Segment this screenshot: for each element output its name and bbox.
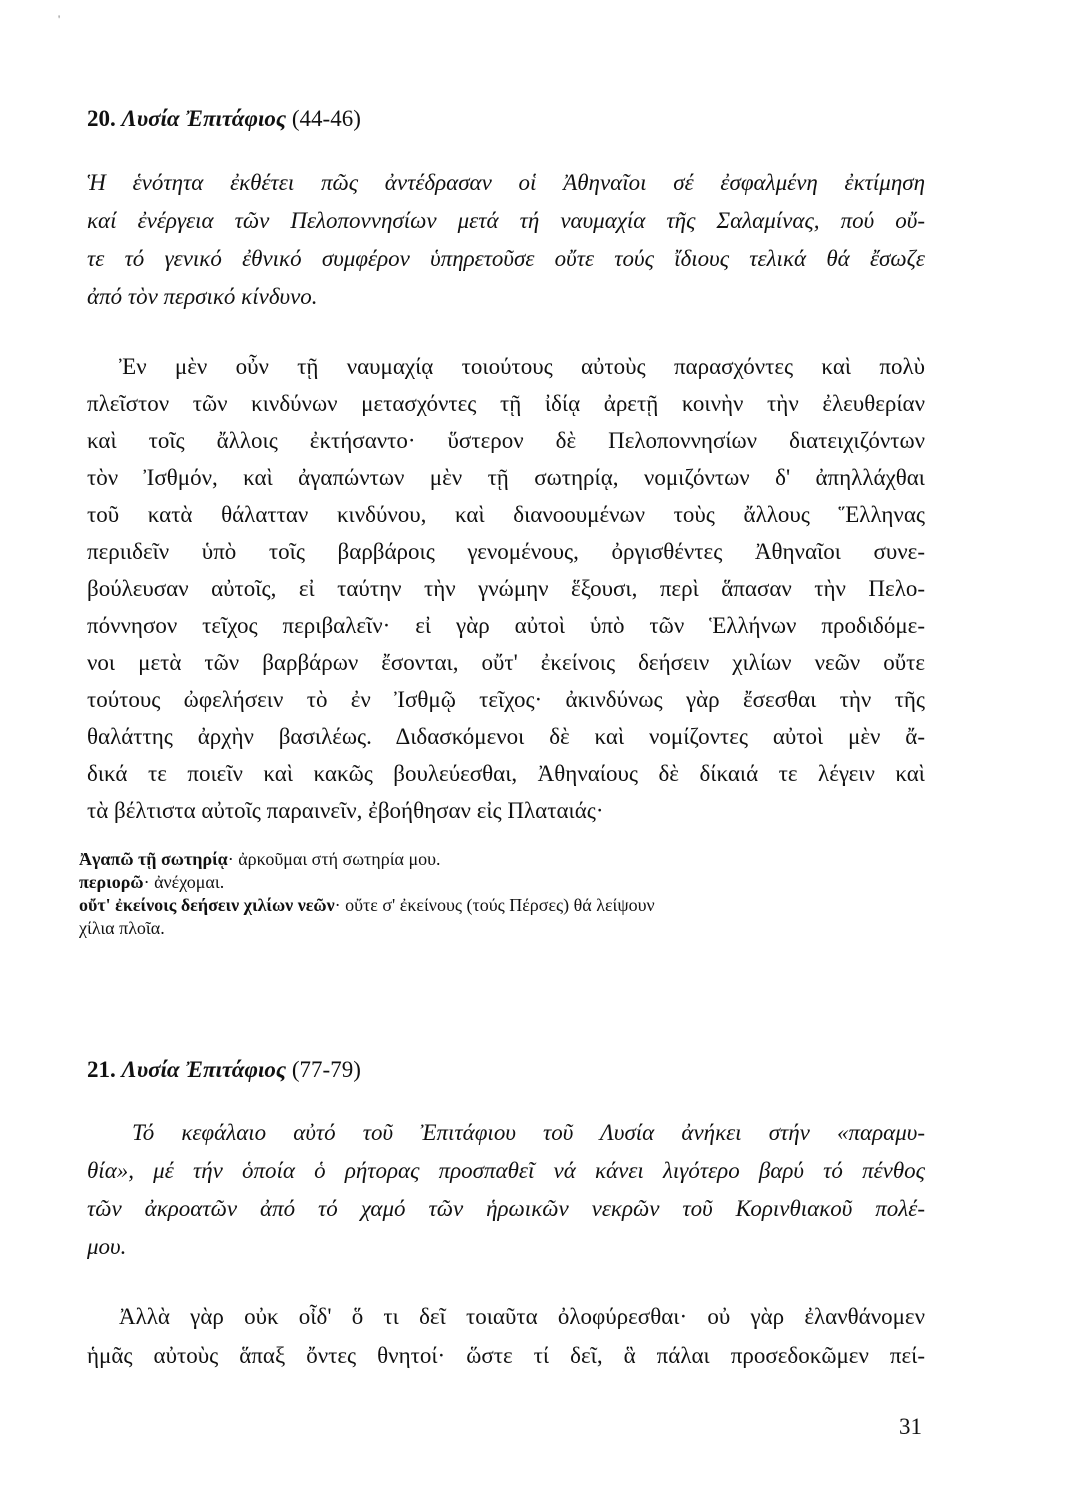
- section-20-notes: [79, 848, 929, 940]
- note-continuation: χίλια πλοῖα.: [79, 918, 165, 938]
- note-term: περιορῶ: [79, 872, 144, 892]
- intro-line: ἀπό τὸν περσικό κίνδυνο.: [87, 284, 318, 309]
- text-line: τὸν Ἰσθμόν, καὶ ἀγαπώντων μὲν τῇ σωτηρίᾳ, νομιζόντων δ' ἀπηλλάχθαι: [87, 465, 925, 490]
- intro-line: Τό κεφάλαιο αὐτό τοῦ Ἐπιτάφιου τοῦ Λυσία ἀνήκει στήν «παραμυ-: [132, 1120, 925, 1145]
- section-21-intro: [87, 1114, 925, 1266]
- section-20-text: [87, 348, 925, 829]
- text-line: Ἐν μὲν οὖν τῇ ναυμαχίᾳ τοιούτους αὐτοὺς παρασχόντες καὶ πολὺ: [119, 354, 925, 379]
- section-work: Ἐπιτάφιος: [185, 106, 287, 131]
- intro-line: Ἡ ἑνότητα ἐκθέτει πῶς ἀντέδρασαν οἱ Ἀθηναῖοι σέ ἐσφαλμένη ἐκτίμηση: [87, 170, 925, 195]
- text-line: περιιδεῖν ὑπὸ τοῖς βαρβάροις γενομένους, ὀργισθέντες Ἀθηναῖοι συνε-: [87, 539, 925, 564]
- intro-line: μου.: [87, 1234, 127, 1259]
- text-line: θαλάττης ἀρχὴν βασιλέως. Διδασκόμενοι δὲ καὶ νομίζοντες αὐτοὶ μὲν ἄ-: [87, 724, 925, 749]
- text-line: πλεῖστον τῶν κινδύνων μετασχόντες τῇ ἰδίᾳ ἀρετῇ κοινὴν τὴν ἐλευθερίαν: [87, 391, 925, 416]
- note-gloss: ἀνέχομαι.: [154, 872, 225, 892]
- text-line: βούλευσαν αὐτοῖς, εἰ ταύτην τὴν γνώμην ἕξουσι, περὶ ἅπασαν τὴν Πελο-: [87, 576, 925, 601]
- section-20-intro: [87, 164, 925, 316]
- section-number: 20.: [87, 106, 116, 131]
- intro-line: καί ἐνέργεια τῶν Πελοποννησίων μετά τή ναυμαχία τῆς Σαλαμίνας, πού οὔ-: [87, 208, 925, 233]
- text-line: τοῦ κατὰ θάλατταν κινδύνου, καὶ διανοουμένων τοὺς ἄλλους Ἕλληνας: [87, 502, 925, 527]
- section-21-text: [87, 1297, 925, 1375]
- intro-line: θία», μέ τήν ὁποία ὁ ρήτορας προσπαθεῖ νά κάνει λιγότερο βαρύ τό πένθος: [87, 1158, 925, 1183]
- section-author: Λυσία: [121, 106, 180, 131]
- section-21-heading: [87, 1055, 361, 1085]
- section-number: 21.: [87, 1057, 116, 1082]
- page-mark: ': [58, 12, 61, 26]
- text-line: τὰ βέλτιστα αὐτοῖς παραινεῖν, ἐβοήθησαν εἰς Πλαταιάς·: [87, 798, 604, 823]
- text-line: καὶ τοῖς ἄλλοις ἐκτήσαντο· ὕστερον δὲ Πελοποννησίων διατειχιζόντων: [87, 428, 925, 453]
- intro-line: τε τό γενικό ἐθνικό συμφέρον ὑπηρετοῦσε οὔτε τούς ἴδιους τελικά θά ἔσωζε: [87, 246, 925, 271]
- note-gloss: οὔτε σ' ἐκείνους (τούς Πέρσες) θά λείψουν: [345, 895, 655, 915]
- section-work: Ἐπιτάφιος: [185, 1057, 287, 1082]
- note-item: περιορῶ· ἀνέχομαι.: [79, 872, 225, 892]
- intro-line: τῶν ἀκροατῶν ἀπό τό χαμό τῶν ἡρωικῶν νεκρῶν τοῦ Κορινθιακοῦ πολέ-: [87, 1196, 925, 1221]
- note-item: Ἀγαπῶ τῇ σωτηρίᾳ· ἀρκοῦμαι στή σωτηρία μου.: [79, 849, 441, 869]
- note-item: οὔτ' ἐκείνοις δεήσειν χιλίων νεῶν· οὔτε σ' ἐκείνους (τούς Πέρσες) θά λείψουν: [79, 895, 655, 915]
- text-line: ἡμᾶς αὐτοὺς ἅπαξ ὄντες θνητοί· ὥστε τί δεῖ, ἃ πάλαι προσεδοκῶμεν πεί-: [87, 1343, 925, 1368]
- page-number: 31: [899, 1414, 922, 1439]
- text-line: Ἀλλὰ γὰρ οὐκ οἶδ' ὅ τι δεῖ τοιαῦτα ὀλοφύρεσθαι· οὐ γὰρ ἐλανθάνομεν: [119, 1304, 925, 1329]
- section-range: (77-79): [291, 1057, 361, 1082]
- note-term: Ἀγαπῶ τῇ σωτηρίᾳ: [79, 849, 228, 869]
- text-line: πόννησον τεῖχος περιβαλεῖν· εἰ γὰρ αὐτοὶ ὑπὸ τῶν Ἑλλήνων προδιδόμε-: [87, 613, 925, 638]
- note-gloss: ἀρκοῦμαι στή σωτηρία μου.: [238, 849, 441, 869]
- text-line: τούτους ὠφελήσειν τὸ ἐν Ἰσθμῷ τεῖχος· ἀκινδύνως γὰρ ἔσεσθαι τὴν τῆς: [87, 687, 925, 712]
- section-20-heading: [87, 104, 361, 134]
- section-author: Λυσία: [121, 1057, 180, 1082]
- text-line: νοι μετὰ τῶν βαρβάρων ἔσονται, οὔτ' ἐκείνοις δεήσειν χιλίων νεῶν οὔτε: [87, 650, 925, 675]
- note-term: οὔτ' ἐκείνοις δεήσειν χιλίων νεῶν: [79, 895, 335, 915]
- section-range: (44-46): [291, 106, 361, 131]
- text-line: δικά τε ποιεῖν καὶ κακῶς βουλεύεσθαι, Ἀθηναίους δὲ δίκαιά τε λέγειν καὶ: [87, 761, 925, 786]
